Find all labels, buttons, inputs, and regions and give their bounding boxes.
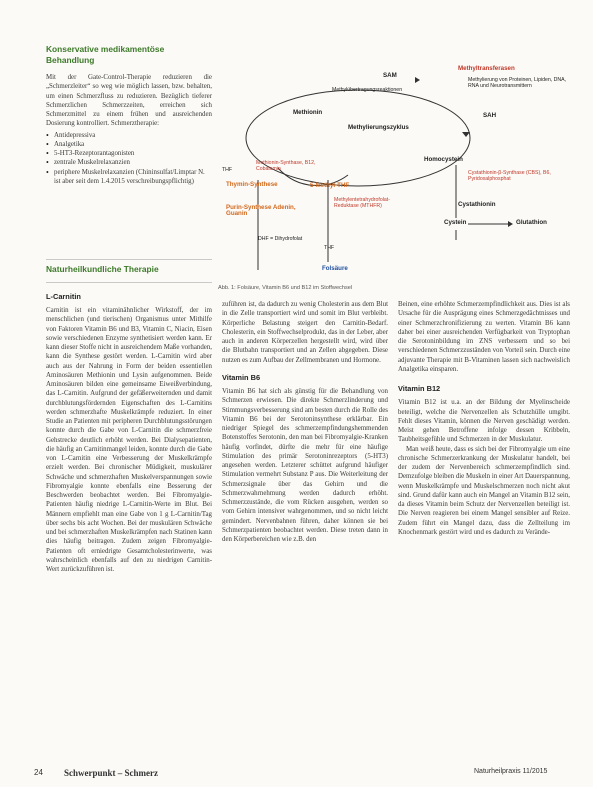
label-mthfr: Methylentetrahydrofolat-Reduktase (MTHFR) bbox=[334, 197, 390, 209]
bullet-item: • Antidepressiva bbox=[46, 131, 212, 140]
arrow-head bbox=[415, 77, 420, 83]
right-column bbox=[398, 300, 570, 537]
l-carnitin-paragraph: Carnitin ist ein vitaminähnlicher Wirkstoff, der im menschlichen (und tierischen) Organismus unter Mithilfe von Faktoren Vitamin B6 und B3, Vitamin C, Niacin, Eisen sowie verschiedenen Enzyme synthetisiert werden kann. Er kann dieser Stoffe nicht in ausreichendem Maße vorhanden, kann die Synthese gestört werden. L-Carnitin wird aber auch aus der Nahrung in Form der beiden essentiellen Aminosäuren Methionin und Lysin aufgenommen. Beide Aminosäuren bilden eine gemeinsame Eiweißverbindung, das L-Carnitin. Aufgrund der gefäßerweiternden und damit durchblutungsfördernden Eigenschaften des L-Carnitins werden schmerzhafte Muskelkrämpfe reduziert. In einer Studie an Patienten mit peripheren Durchblutungsstörungen konnte durch die Gabe von L-Carnitin die schmerzfreie Gehstrecke deutlich erhöht werden. Bei Dialysepatienten, die häufig an Carnitinmangel leiden, konnte durch die Gabe von L-Carnitin eine Verbesserung der Muskelkrämpfe erzielt werden. Bei chronischer Müdigkeit, muskulärer Schwäche und schmerzhaften Muskelverspannungen sowie Fibromyalgie konnte ebenfalls eine Besserung der Beschwerden beobachtet werden. Bei Fibromyalgie-Patienten häufig niedrige L-Carnitin-Werte im Blut. Bei Männern empfiehlt man eine Gabe von 1 g L-Carnitin/Tag über sechs bis acht Wochen. Bei der muskulären Schwäche und bei schmerzhaften Muskelkrämpfen nach Statinen kann dies häufig beitragen. Zudem zeigen Fibromyalgie-Patienten oft erniedrigte Gesamtcholesterinwerte, was wahrscheinlich ebenfalls auf den zu niedrigen Carnitin-Wert zurückzuführen ist. bbox=[46, 307, 212, 573]
label-homocystein: Homocystein bbox=[424, 156, 463, 163]
footer-journal: Naturheilpraxis 11/2015 bbox=[474, 768, 548, 775]
subheading-l-carnitin: L-Carnitin bbox=[46, 292, 81, 301]
label-methionin: Methionin bbox=[293, 109, 323, 116]
label-cystathionin: Cystathionin bbox=[458, 201, 496, 208]
intro-text bbox=[46, 73, 212, 129]
label-thf-short: THF bbox=[324, 245, 335, 251]
intro-paragraph: Mit der Gate-Control-Therapie reduzieren die „Schmerzleiter“ so weg wie möglich lassen, bzw. behalten, um einen Schmerzfluss zu reduzieren. Bezüglich tieferer Schmerzlichen Schmerzzeiten, erreichen sich Schmerzmittel zu einem frühen und ausreichenden Dosierung kontrolliert. Schmerztherapie: bbox=[46, 74, 212, 128]
right-paragraph-b12: Vitamin B12 ist u.a. an der Bildung der Myelinscheide beteiligt, welche die Nervenzellen als Schutzhülle umgibt. Fehlt dieses Vitamin, können die Nerven geschädigt werden. Meist gehen Betroffene infolge dessen Kribbeln, Taubheitsgefühle und Schmerzen in der Muskulatur. bbox=[398, 399, 570, 444]
bullet-item: • 5-HT3-Rezeptorantagonisten bbox=[46, 149, 212, 158]
figure-caption: Abb. 1: Folsäure, Vitamin B6 und B12 im Stoffwechsel bbox=[218, 285, 353, 291]
label-dhf: DHF = Dihydrofolat bbox=[258, 236, 303, 242]
metabolism-diagram bbox=[218, 40, 570, 280]
right-paragraph-1: Beinen, eine erhöhte Schmerzempfindlichkeit aus. Dies ist als Ursache für die Ausprägung eines Schmerzgedächtnisses und einer Schmerzchronifizierung zu werten. Vitamin B6 kann daher bei einer ausreichenden Verfügbarkeit von Tryptophan die Serotoninbildung im ZNS verbessern und so bei verschiedenen Schmerzzuständen von Vorteil sein. Durch eine adjuvante Therapie mit B-Vitaminen lassen sich nachweislich Analgetika einsparen. bbox=[398, 301, 570, 373]
therapy-bullet-list bbox=[46, 131, 212, 187]
label-thymin: Thymin-Synthese bbox=[226, 181, 278, 188]
label-sah: SAH bbox=[483, 112, 497, 119]
heading-konservative: Konservative medikamentöse Behandlung bbox=[46, 44, 165, 65]
heading-vitamin-b12: Vitamin B12 bbox=[398, 384, 441, 393]
footer-page-number: 24 bbox=[34, 768, 43, 777]
label-methylgruppenabgabe: Methylierung von Proteinen, Lipiden, DNA, RNA und Neurotransmittern bbox=[468, 77, 567, 89]
label-methyltransferase: Methyltransferasen bbox=[458, 65, 515, 72]
label-methylierung: Methylierungszyklus bbox=[348, 124, 409, 131]
right-paragraph-b12-2: Man weiß heute, dass es sich bei der Fibromyalgie um eine chronische Schmerzerkrankung der Muskulatur handelt, bei der zudem der Nervenbereich schmerzempfindlich sind. Demzufolge bleiben die Muskeln in einer Art Dauerspannung, wenn Muskelkrämpfe und Muskelschmerzen noch nicht akut sind. Grund dafür kann auch ein Mangel an Vitamin B12 sein, da dieses Vitamin beim Schutz der Nervenzellen beteiligt ist. Die Nerven reagieren bei einem Mangel sensibler auf Reize. Zudem führt ein Mangel dazu, dass die Zellteilung im Knochenmark gestört wird und es dadurch zu Verände- bbox=[398, 445, 570, 536]
heading-vitamin-b6: Vitamin B6 bbox=[222, 372, 261, 382]
label-methylgruppen: Methylübertragungsreaktionen bbox=[332, 87, 403, 93]
left-top-block bbox=[46, 44, 212, 186]
label-sam: SAM bbox=[383, 72, 397, 79]
l-carnitin-body bbox=[46, 306, 212, 758]
bullet-item: • Analgetika bbox=[46, 140, 212, 149]
middle-column bbox=[222, 300, 388, 544]
label-purin: Purin-Synthese Adenin, Guanin bbox=[226, 204, 296, 217]
bullet-item: • zentrale Muskelrelaxanzien bbox=[46, 158, 212, 167]
label-folsaeure: Folsäure bbox=[322, 265, 348, 272]
divider bbox=[46, 259, 212, 260]
label-glutathion: Glutathion bbox=[516, 219, 547, 226]
bullet-item: • periphere Muskelrelaxanzien (Chininsulfat/Limptar N. ist aber seit dem 1.4.2015 verschreibungspflichtig) bbox=[46, 168, 212, 187]
divider bbox=[46, 282, 212, 283]
label-b12-synthase: Methionin-Synthase, B12, Cobalamin bbox=[256, 160, 316, 172]
label-cystein: Cystein bbox=[444, 219, 467, 226]
arrow-head bbox=[462, 132, 470, 137]
heading-naturheilkundliche: Naturheilkundliche Therapie bbox=[46, 264, 159, 274]
label-methyl-thf: 5-Methyl-THF bbox=[310, 182, 350, 189]
arrow-head bbox=[508, 221, 513, 227]
label-thf: THF bbox=[222, 167, 233, 173]
label-cbs: Cystathionin-β-Synthase (CBS), B6, Pyridoxalphosphat bbox=[468, 170, 551, 182]
mid-paragraph-b6: Vitamin B6 hat sich als günstig für die Behandlung von Schmerzen erwiesen. Die direkte Schmerzlinderung und Stimmungsverbesserung sind am besten durch die Rolle des Vitamin B6 bei der Serotoninsynthese erklärbar. Ein niedriger Spiegel des schmerzempfindungshemmenden Botenstoffes Serotonin, den man bei Fibromyalgie-Kranken häufig vorfindet, dürfte die mehr für eine häufige Stimulation des primär Serotoninrezeptors (5-HT3) angesehen werden. Letzterer schüttet aufgrund häufiger Stimulation vermehrt Substanz P aus. Die Weiterleitung der Schmerzsignale über das Gehirn und die Schmerzwahrnehmung werden dadurch erhöht. Schmerzzustände, die vom Rücken ausgehen, werden so vom Gehirn intensiver wahrgenommen, und so nicht leicht gemindert. Nervenbahnen führen, daher können sie bei Schmerzpatienten beobachtet werden. Diese treten dann in den Körperbereichen wie z.B. den bbox=[222, 388, 388, 543]
footer-section: Schwerpunkt – Schmerz bbox=[64, 768, 158, 778]
mid-paragraph-1: zuführen ist, da dadurch zu wenig Cholesterin aus dem Blut in die Zelle transportiert wird und somit im Blut verbleibt. Körperliche Belastung steigert den Carnitin-Bedarf. Cholesterin, ein Stoffwechselprodukt, das in der Leber, aber auch in anderen Körperzellen hergestellt wird, wird über die Blutbahn transportiert und an Zellen abgegeben. Diese nutzen es zum Aufbau der Zellmembranen und Hormone. bbox=[222, 301, 388, 364]
